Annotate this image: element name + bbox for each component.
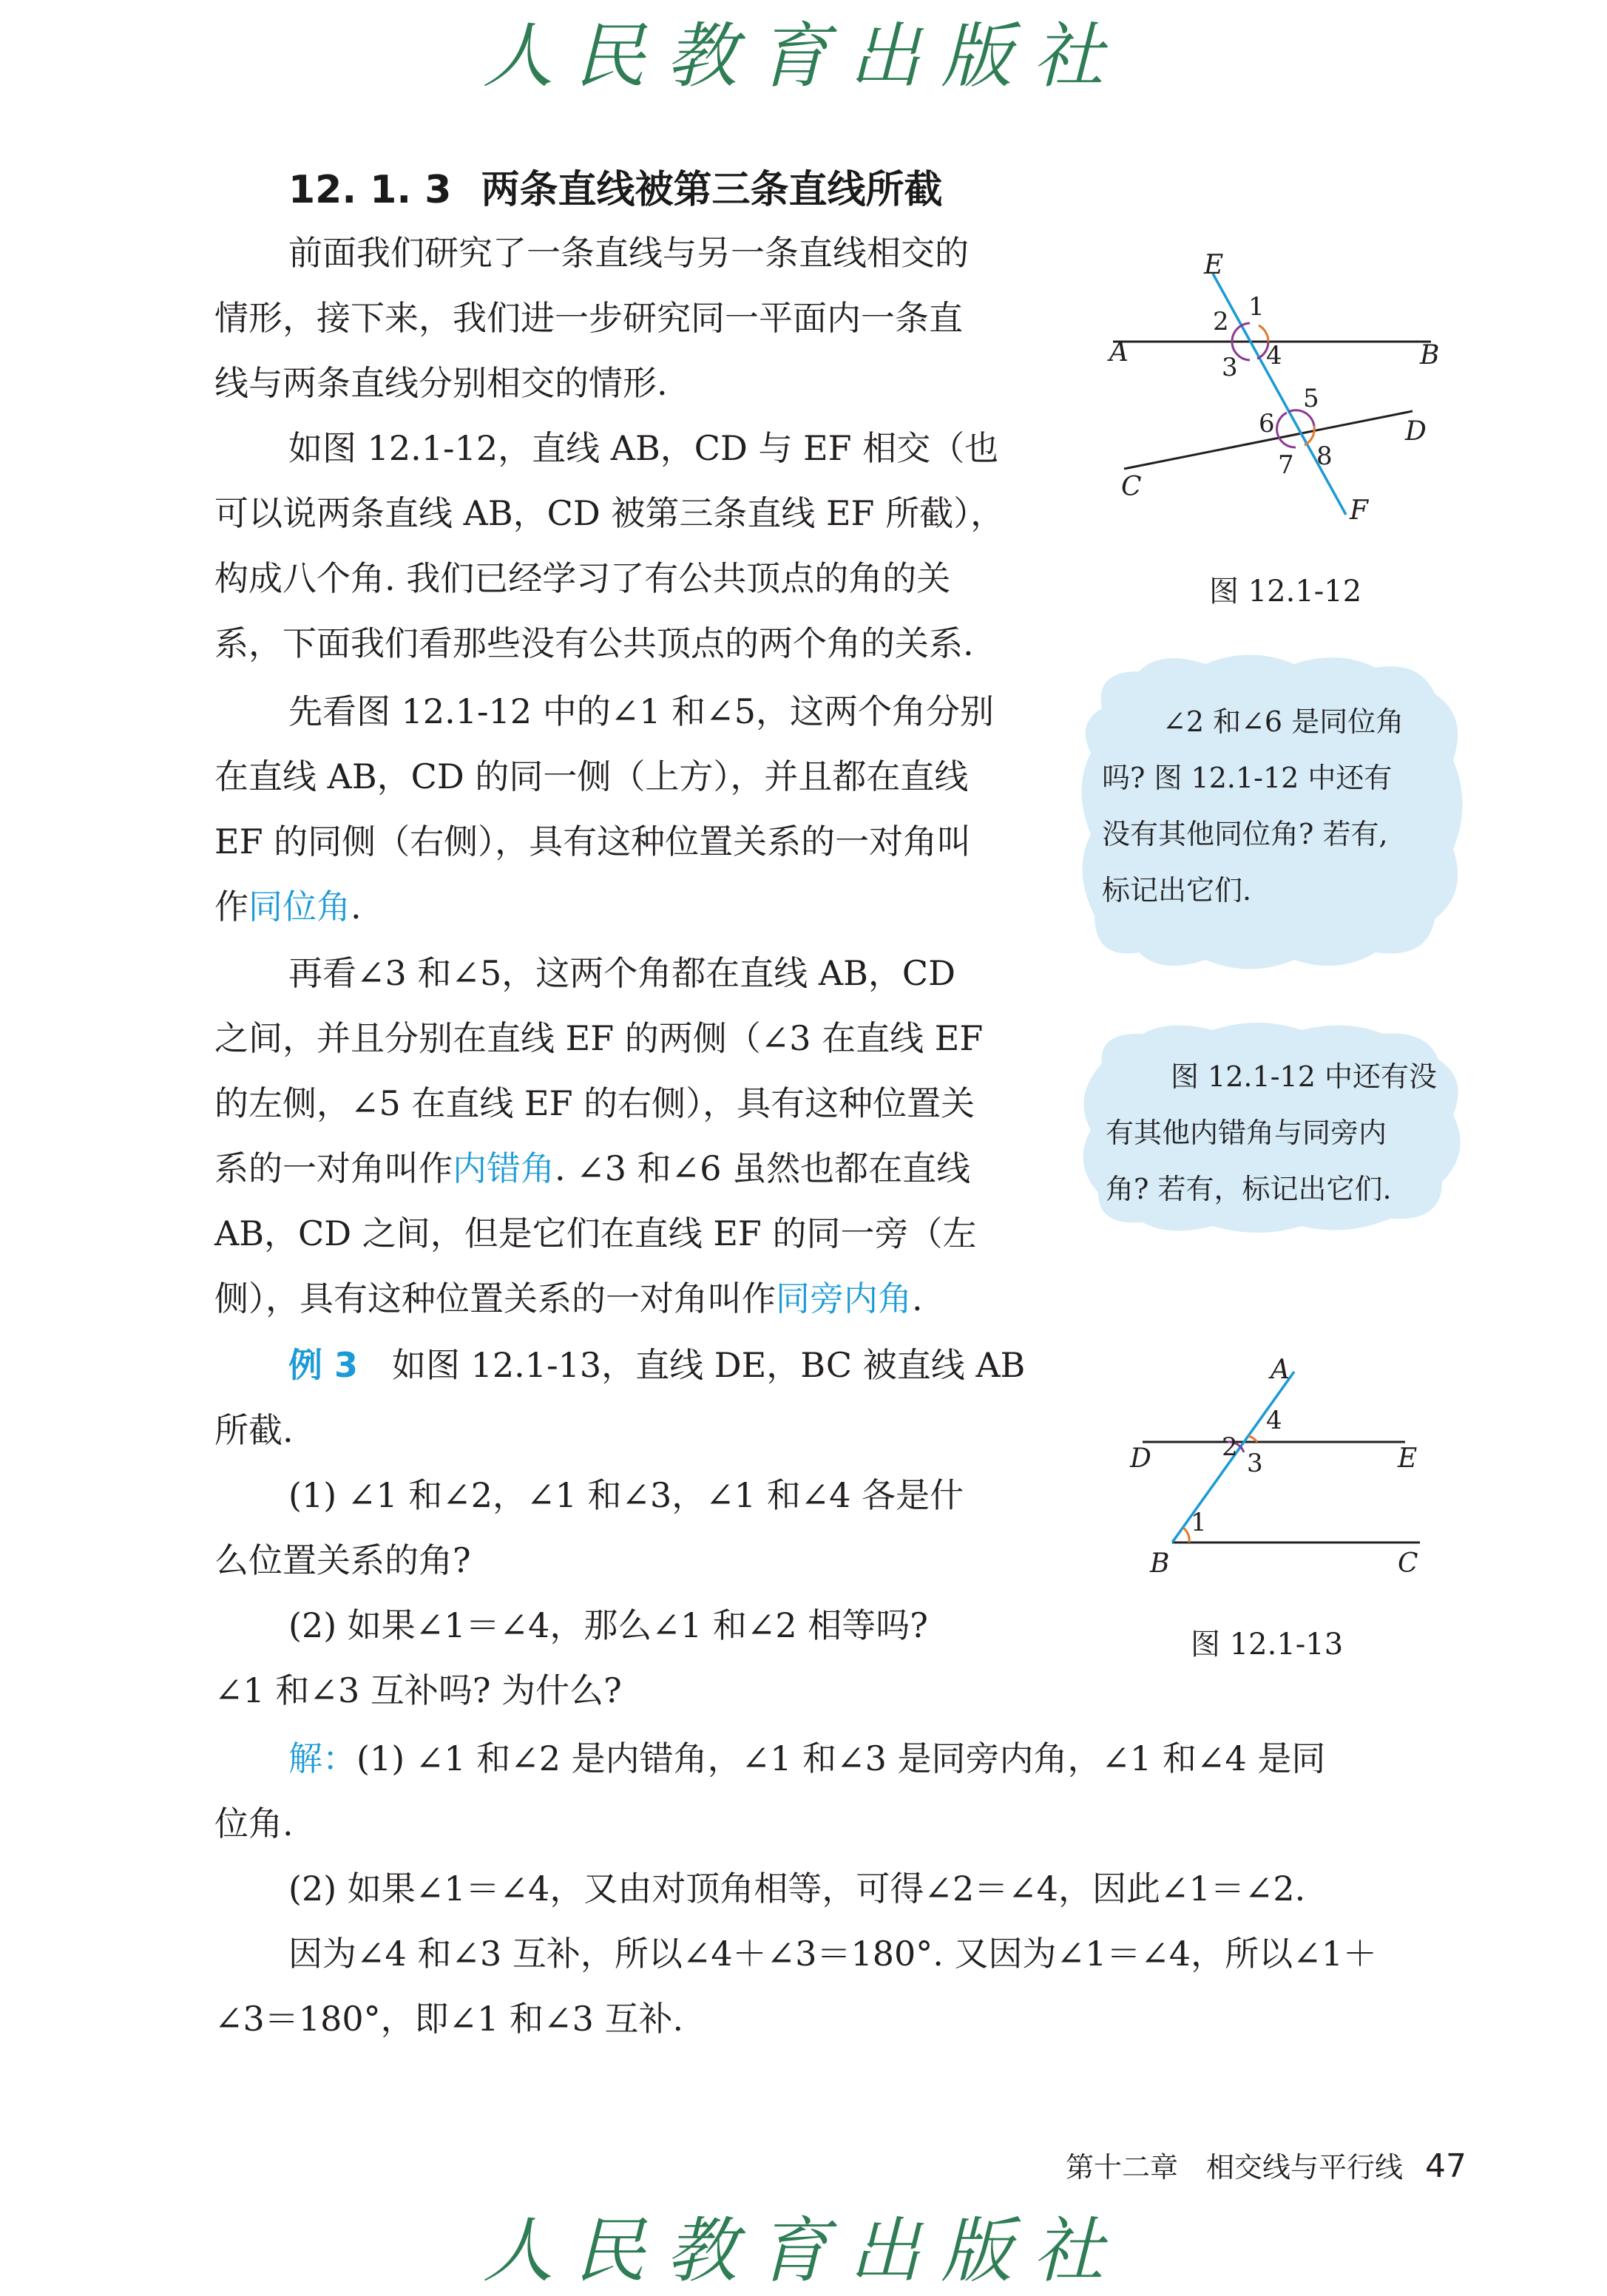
- text-line: 侧），具有这种位置关系的一对角叫作同旁内角.: [214, 1279, 923, 1318]
- label-d: D: [1130, 1443, 1151, 1474]
- label-e: E: [1204, 251, 1224, 280]
- text-line: (1) ∠1 和∠2，∠1 和∠3，∠1 和∠4 各是什: [288, 1475, 964, 1515]
- label-c: C: [1121, 472, 1142, 502]
- text-line: 之间，并且分别在直线 EF 的两侧（∠3 在直线 EF: [214, 1018, 984, 1058]
- paragraph-4: [214, 941, 1050, 1331]
- angle-label-2: 2: [1213, 307, 1229, 336]
- chapter-title: 第十二章 相交线与平行线: [1065, 2151, 1403, 2184]
- text-line: 构成八个角. 我们已经学习了有公共顶点的角的关: [214, 558, 951, 598]
- text-line: (2) 如果∠1＝∠4，那么∠1 和∠2 相等吗?: [288, 1605, 928, 1645]
- label-a: A: [1271, 1355, 1290, 1385]
- figure-12-1-12-caption: 图 12.1-12: [1209, 575, 1362, 609]
- page-footer: [1066, 2144, 1466, 2185]
- section-title-text: 两条直线被第三条直线所截: [481, 168, 943, 212]
- solution: [214, 1726, 1486, 2051]
- text-line: 先看图 12.1-12 中的∠1 和∠5，这两个角分别: [288, 691, 994, 731]
- angle-label-6: 6: [1259, 409, 1275, 438]
- text-line: EF 的同侧（右侧），具有这种位置关系的一对角叫: [214, 822, 972, 861]
- angle-label-5: 5: [1303, 384, 1319, 413]
- section-title: [288, 158, 942, 214]
- paragraph-1: [214, 220, 1050, 416]
- example-label: 例 3: [288, 1345, 359, 1385]
- term-corresponding-angles: 同位角: [248, 887, 351, 927]
- label-c: C: [1398, 1548, 1418, 1579]
- figure-12-1-13-caption: 图 12.1-13: [1191, 1628, 1344, 1662]
- angle-label-7: 7: [1278, 450, 1294, 480]
- paragraph-2: [214, 416, 1050, 676]
- label-d: D: [1405, 416, 1427, 447]
- label-f: F: [1350, 495, 1368, 526]
- angle-arc: [1183, 1528, 1189, 1542]
- text-line: 线与两条直线分别相交的情形.: [214, 363, 668, 403]
- text-line: 作同位角.: [214, 887, 362, 927]
- text-line: AB，CD 之间，但是它们在直线 EF 的同一旁（左: [214, 1213, 977, 1253]
- term-same-side-interior-angles: 同旁内角: [776, 1279, 912, 1318]
- angle-arc: [1259, 325, 1268, 342]
- angle-label-4: 4: [1266, 341, 1282, 370]
- text-line: ∠3＝180°，即∠1 和∠3 互补.: [214, 1999, 684, 2039]
- label-b: B: [1150, 1548, 1170, 1579]
- angle-label-8: 8: [1316, 441, 1333, 471]
- angle-label-3: 3: [1247, 1449, 1263, 1478]
- text-line: 情形，接下来，我们进一步研究同一平面内一条直: [214, 298, 963, 338]
- angle-label-3: 3: [1222, 353, 1238, 382]
- text-line: 系的一对角叫作内错角. ∠3 和∠6 虽然也都在直线: [214, 1148, 971, 1188]
- term-alternate-interior-angles: 内错角: [453, 1148, 555, 1188]
- angle-label-4: 4: [1266, 1406, 1282, 1435]
- angle-label-1: 1: [1191, 1508, 1207, 1537]
- text-line: 么位置关系的角?: [214, 1540, 471, 1580]
- text-line: 系，下面我们看那些没有公共顶点的两个角的关系.: [214, 623, 974, 663]
- label-b: B: [1420, 340, 1440, 370]
- angle-label-2: 2: [1222, 1432, 1238, 1462]
- page-number: 47: [1425, 2147, 1466, 2185]
- text-line: (2) 如果∠1＝∠4，又由对顶角相等，可得∠2＝∠4，因此∠1＝∠2.: [288, 1869, 1306, 1909]
- text-line: 的左侧，∠5 在直线 EF 的右侧），具有这种位置关: [214, 1083, 975, 1123]
- text-line: 因为∠4 和∠3 互补，所以∠4＋∠3＝180°. 又因为∠1＝∠4，所以∠1＋: [288, 1934, 1377, 1974]
- example-3: [214, 1332, 1050, 1723]
- figure-12-1-12: [1095, 251, 1479, 532]
- bubble-1-text: ∠2 和∠6 是同位角 吗? 图 12.1-12 中还有 没有其他同位角? 若有, 标记出它们.: [1102, 705, 1404, 907]
- text-line: 解：(1) ∠1 和∠2 是内错角，∠1 和∠3 是同旁内角，∠1 和∠4 是同: [288, 1738, 1326, 1778]
- text-line: 如图 12.1-12，直线 AB，CD 与 EF 相交（也: [288, 428, 999, 468]
- text-line: 可以说两条直线 AB，CD 被第三条直线 EF 所截），: [214, 493, 1005, 533]
- label-a: A: [1109, 337, 1129, 368]
- section-number: 12. 1. 3: [288, 168, 452, 212]
- publisher-logo-bottom: 人民教育出版社: [482, 2209, 1125, 2292]
- text-line: 前面我们研究了一条直线与另一条直线相交的: [288, 233, 969, 273]
- figure-12-1-13: [1109, 1353, 1457, 1582]
- text-line: 例 3 如图 12.1-13，直线 DE，BC 被直线 AB: [288, 1345, 1026, 1385]
- solution-label: 解：: [288, 1738, 356, 1778]
- angle-label-1: 1: [1248, 292, 1265, 322]
- text-line: 所截.: [214, 1410, 294, 1450]
- bubble-2-text: 图 12.1-12 中还有没 有其他内错角与同旁内 角? 若有，标记出它们.: [1106, 1060, 1437, 1205]
- paragraph-3: [214, 679, 1050, 939]
- label-e: E: [1398, 1443, 1418, 1474]
- text-line: ∠1 和∠3 互补吗? 为什么?: [214, 1670, 622, 1710]
- publisher-logo-top: 人民教育出版社: [482, 15, 1125, 98]
- text-line: 位角.: [214, 1804, 294, 1843]
- text-line: 再看∠3 和∠5，这两个角都在直线 AB，CD: [288, 953, 955, 993]
- text-line: 在直线 AB，CD 的同一侧（上方），并且都在直线: [214, 756, 969, 796]
